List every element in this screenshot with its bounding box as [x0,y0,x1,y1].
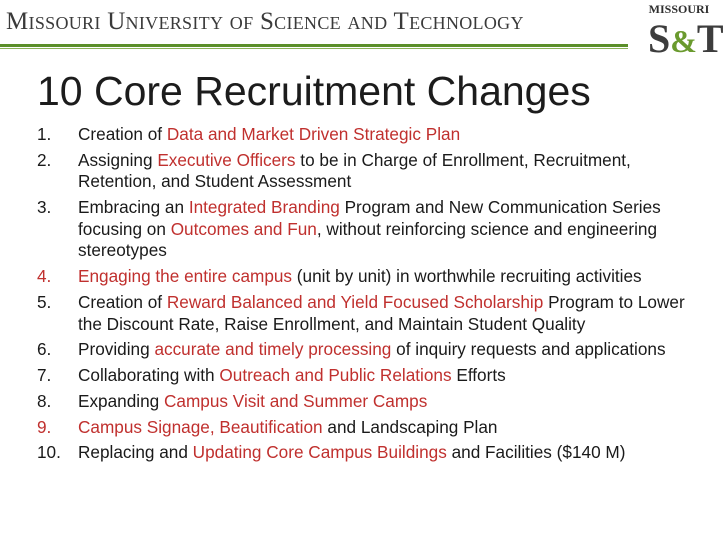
list-item-text: Replacing and [78,442,193,463]
list-item [37,197,707,262]
list-item-number: 8. [37,390,52,411]
list-item-text: Providing [78,339,155,360]
list-item-text: Creation of [78,124,167,144]
highlighted-text: Executive Officers [157,149,296,170]
highlighted-text: Reward Balanced and Yield Focused Scholarship [166,291,544,312]
logo-top-text: MISSOURI [648,2,710,16]
list-item-number: 3. [37,197,52,218]
highlighted-text: Outreach and Public Relations [219,365,452,386]
list-item-number: 2. [37,149,52,170]
list-item [37,266,707,288]
logo-mark-right: T [696,16,724,61]
list-item-text: and Facilities ($140 M) [446,442,626,463]
list-item [37,365,707,387]
recruitment-change-list [37,124,707,468]
header-rule [0,44,628,47]
list-item-text: Expanding [78,390,165,411]
highlighted-text: Campus Signage, Beautification [78,416,323,437]
list-item-text: Embracing an [78,197,189,218]
header-rule-thin [0,48,628,49]
list-item-text: Creation of [78,291,167,312]
list-item [37,150,707,193]
university-logo [640,2,724,68]
list-item-text: Program and New Communication Series focusing on [78,197,661,239]
university-name: Missouri University of Science and Technology [6,8,524,35]
logo-mark [648,16,724,64]
list-item-text: to be in Charge of Enrollment, Recruitment, Retention, and Student Assessment [78,149,631,192]
list-item [37,339,707,361]
list-item-text: Program to Lower the Discount Rate, Raise Enrollment, and Maintain Student Quality [78,291,685,334]
list-item-number: 5. [37,291,52,312]
list-item-text: and Landscaping Plan [322,416,498,437]
list-item [37,417,707,439]
highlighted-text: Integrated Branding [188,197,340,218]
list-item-number: 10. [37,442,61,463]
slide-title: 10 Core Recruitment Changes [37,68,591,114]
highlighted-text: accurate and timely processing [154,339,392,360]
list-item-text: Assigning [78,149,158,170]
logo-mark-amp: & [670,23,697,59]
highlighted-text: Outcomes and Fun [170,218,317,239]
list-item-number: 1. [37,124,52,144]
list-item-number: 9. [37,416,52,437]
highlighted-text: Engaging the entire campus [78,266,293,287]
list-item-text: (unit by unit) in worthwhile recruiting activities [292,266,642,287]
list-item [37,391,707,413]
highlighted-text: Updating Core Campus Buildings [192,442,447,463]
list-item-number: 7. [37,365,52,386]
list-item [37,124,707,146]
list-item-number: 4. [37,266,52,287]
list-item-text: Efforts [451,365,506,386]
highlighted-text: Campus Visit and Summer Camps [164,390,428,411]
logo-mark-left: S [648,16,671,61]
list-item [37,442,707,464]
list-item-text: Collaborating with [78,365,220,386]
slide-header [0,0,724,68]
list-item-number: 6. [37,339,52,360]
list-item-text: of inquiry requests and applications [391,339,666,360]
list-item-text: , without reinforcing science and engineering stereotypes [78,218,658,261]
list-item [37,292,707,335]
highlighted-text: Data and Market Driven Strategic Plan [166,124,461,144]
